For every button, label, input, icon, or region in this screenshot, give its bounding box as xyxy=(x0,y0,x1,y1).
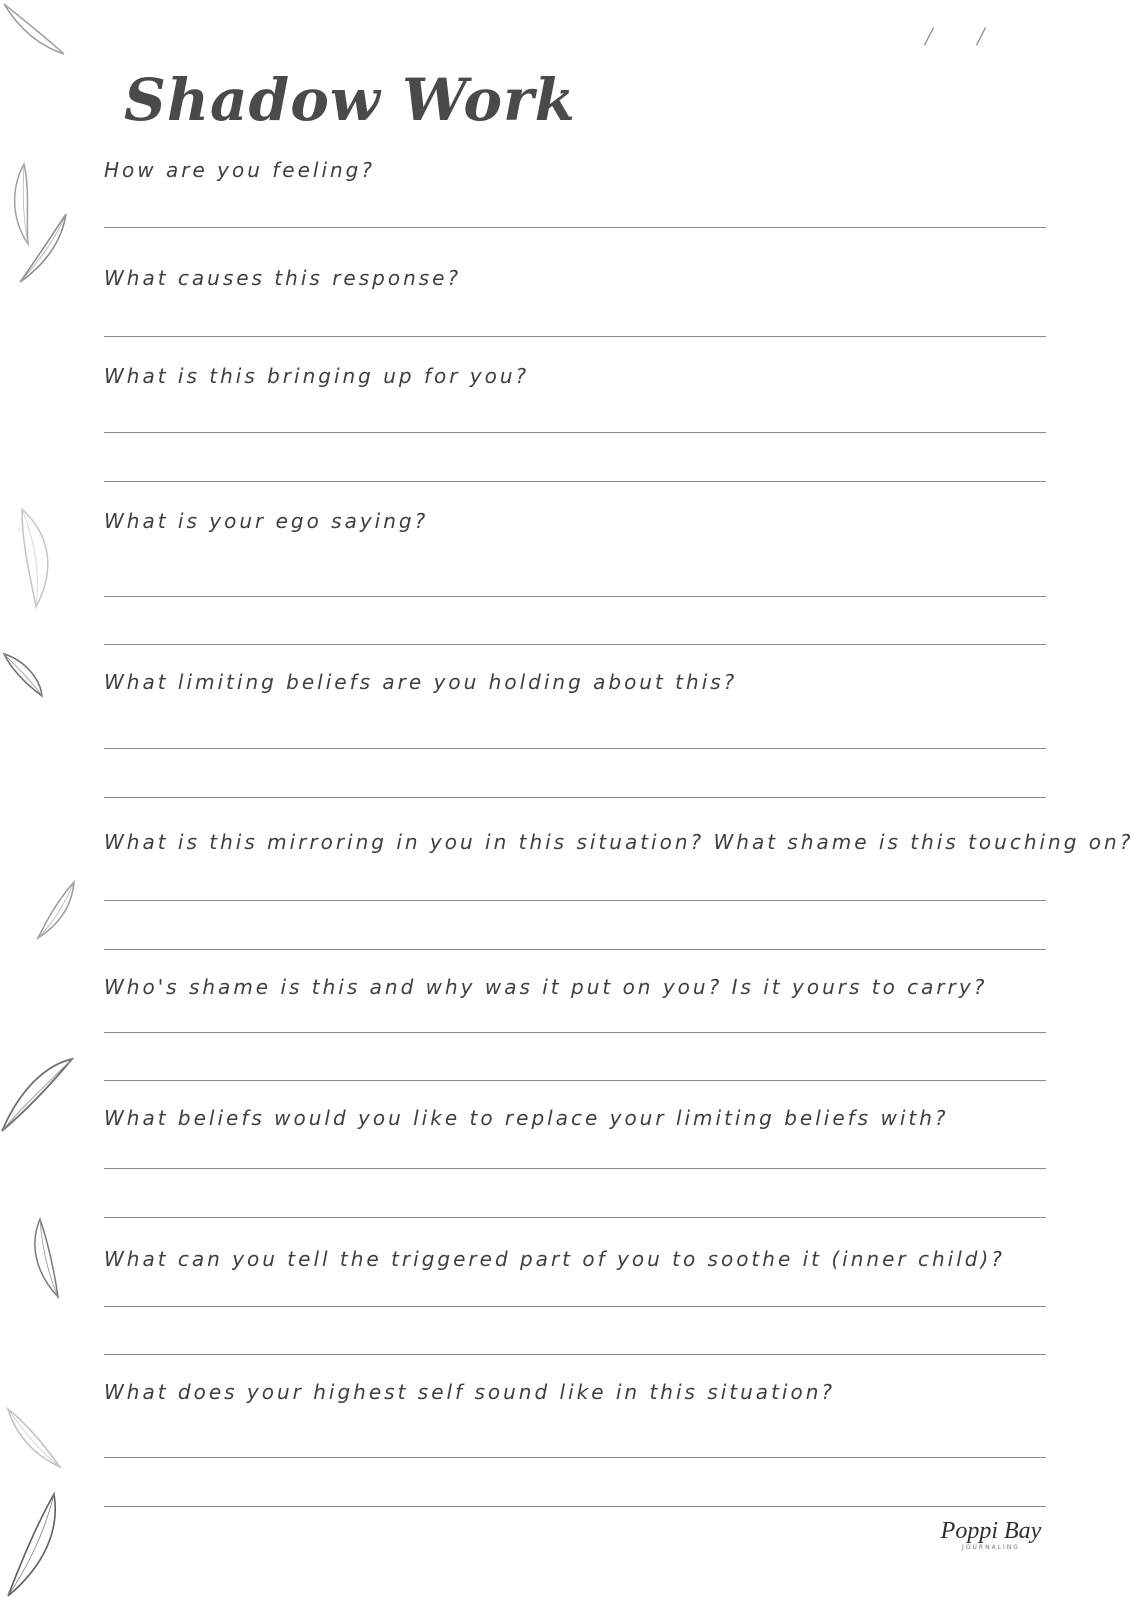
brand-subtitle: JOURNALING xyxy=(962,1544,1020,1551)
leaf-icon xyxy=(4,1405,64,1473)
writing-line[interactable] xyxy=(104,1217,1046,1218)
date-separator: / xyxy=(977,22,985,51)
date-separator: / xyxy=(925,22,933,51)
writing-line[interactable] xyxy=(104,227,1046,228)
writing-line[interactable] xyxy=(104,1080,1046,1081)
brand-name: Poppi Bay xyxy=(940,1518,1042,1544)
leaf-icon xyxy=(28,1215,64,1301)
prompt-bringing-up: What is this bringing up for you? xyxy=(104,364,530,388)
writing-line[interactable] xyxy=(104,1168,1046,1169)
writing-line[interactable] xyxy=(104,1032,1046,1033)
writing-line[interactable] xyxy=(104,797,1046,798)
brand-logo xyxy=(935,1518,1047,1552)
prompt-inner-child: What can you tell the triggered part of you to soothe it (inner child)? xyxy=(104,1247,1005,1271)
writing-line[interactable] xyxy=(104,1354,1046,1355)
writing-line[interactable] xyxy=(104,1306,1046,1307)
writing-line[interactable] xyxy=(104,644,1046,645)
writing-line[interactable] xyxy=(104,432,1046,433)
writing-line[interactable] xyxy=(104,336,1046,337)
writing-line[interactable] xyxy=(104,596,1046,597)
leaf-icon xyxy=(34,878,78,942)
leaf-icon xyxy=(0,0,70,60)
writing-line[interactable] xyxy=(104,1506,1046,1507)
writing-line[interactable] xyxy=(104,481,1046,482)
writing-line[interactable] xyxy=(104,900,1046,901)
prompt-highest-self: What does your highest self sound like in this situation? xyxy=(104,1380,835,1404)
prompt-mirroring: What is this mirroring in you in this situation? What shame is this touching on? xyxy=(104,830,1134,854)
leaf-icon xyxy=(16,505,56,611)
leaf-icon xyxy=(0,1055,76,1135)
prompt-whose-shame: Who's shame is this and why was it put on you? Is it yours to carry? xyxy=(104,975,988,999)
writing-line[interactable] xyxy=(104,1457,1046,1458)
leaf-icon xyxy=(4,1490,60,1600)
writing-line[interactable] xyxy=(104,949,1046,950)
prompt-ego: What is your ego saying? xyxy=(104,509,429,533)
leaf-icon xyxy=(16,210,72,286)
prompt-limiting-beliefs: What limiting beliefs are you holding about this? xyxy=(104,670,738,694)
prompt-cause: What causes this response? xyxy=(104,266,462,290)
prompt-replace-beliefs: What beliefs would you like to replace your limiting beliefs with? xyxy=(104,1106,949,1130)
page-title: Shadow Work xyxy=(124,66,576,134)
prompt-feeling: How are you feeling? xyxy=(104,158,375,182)
writing-line[interactable] xyxy=(104,748,1046,749)
leaf-icon xyxy=(0,650,46,700)
